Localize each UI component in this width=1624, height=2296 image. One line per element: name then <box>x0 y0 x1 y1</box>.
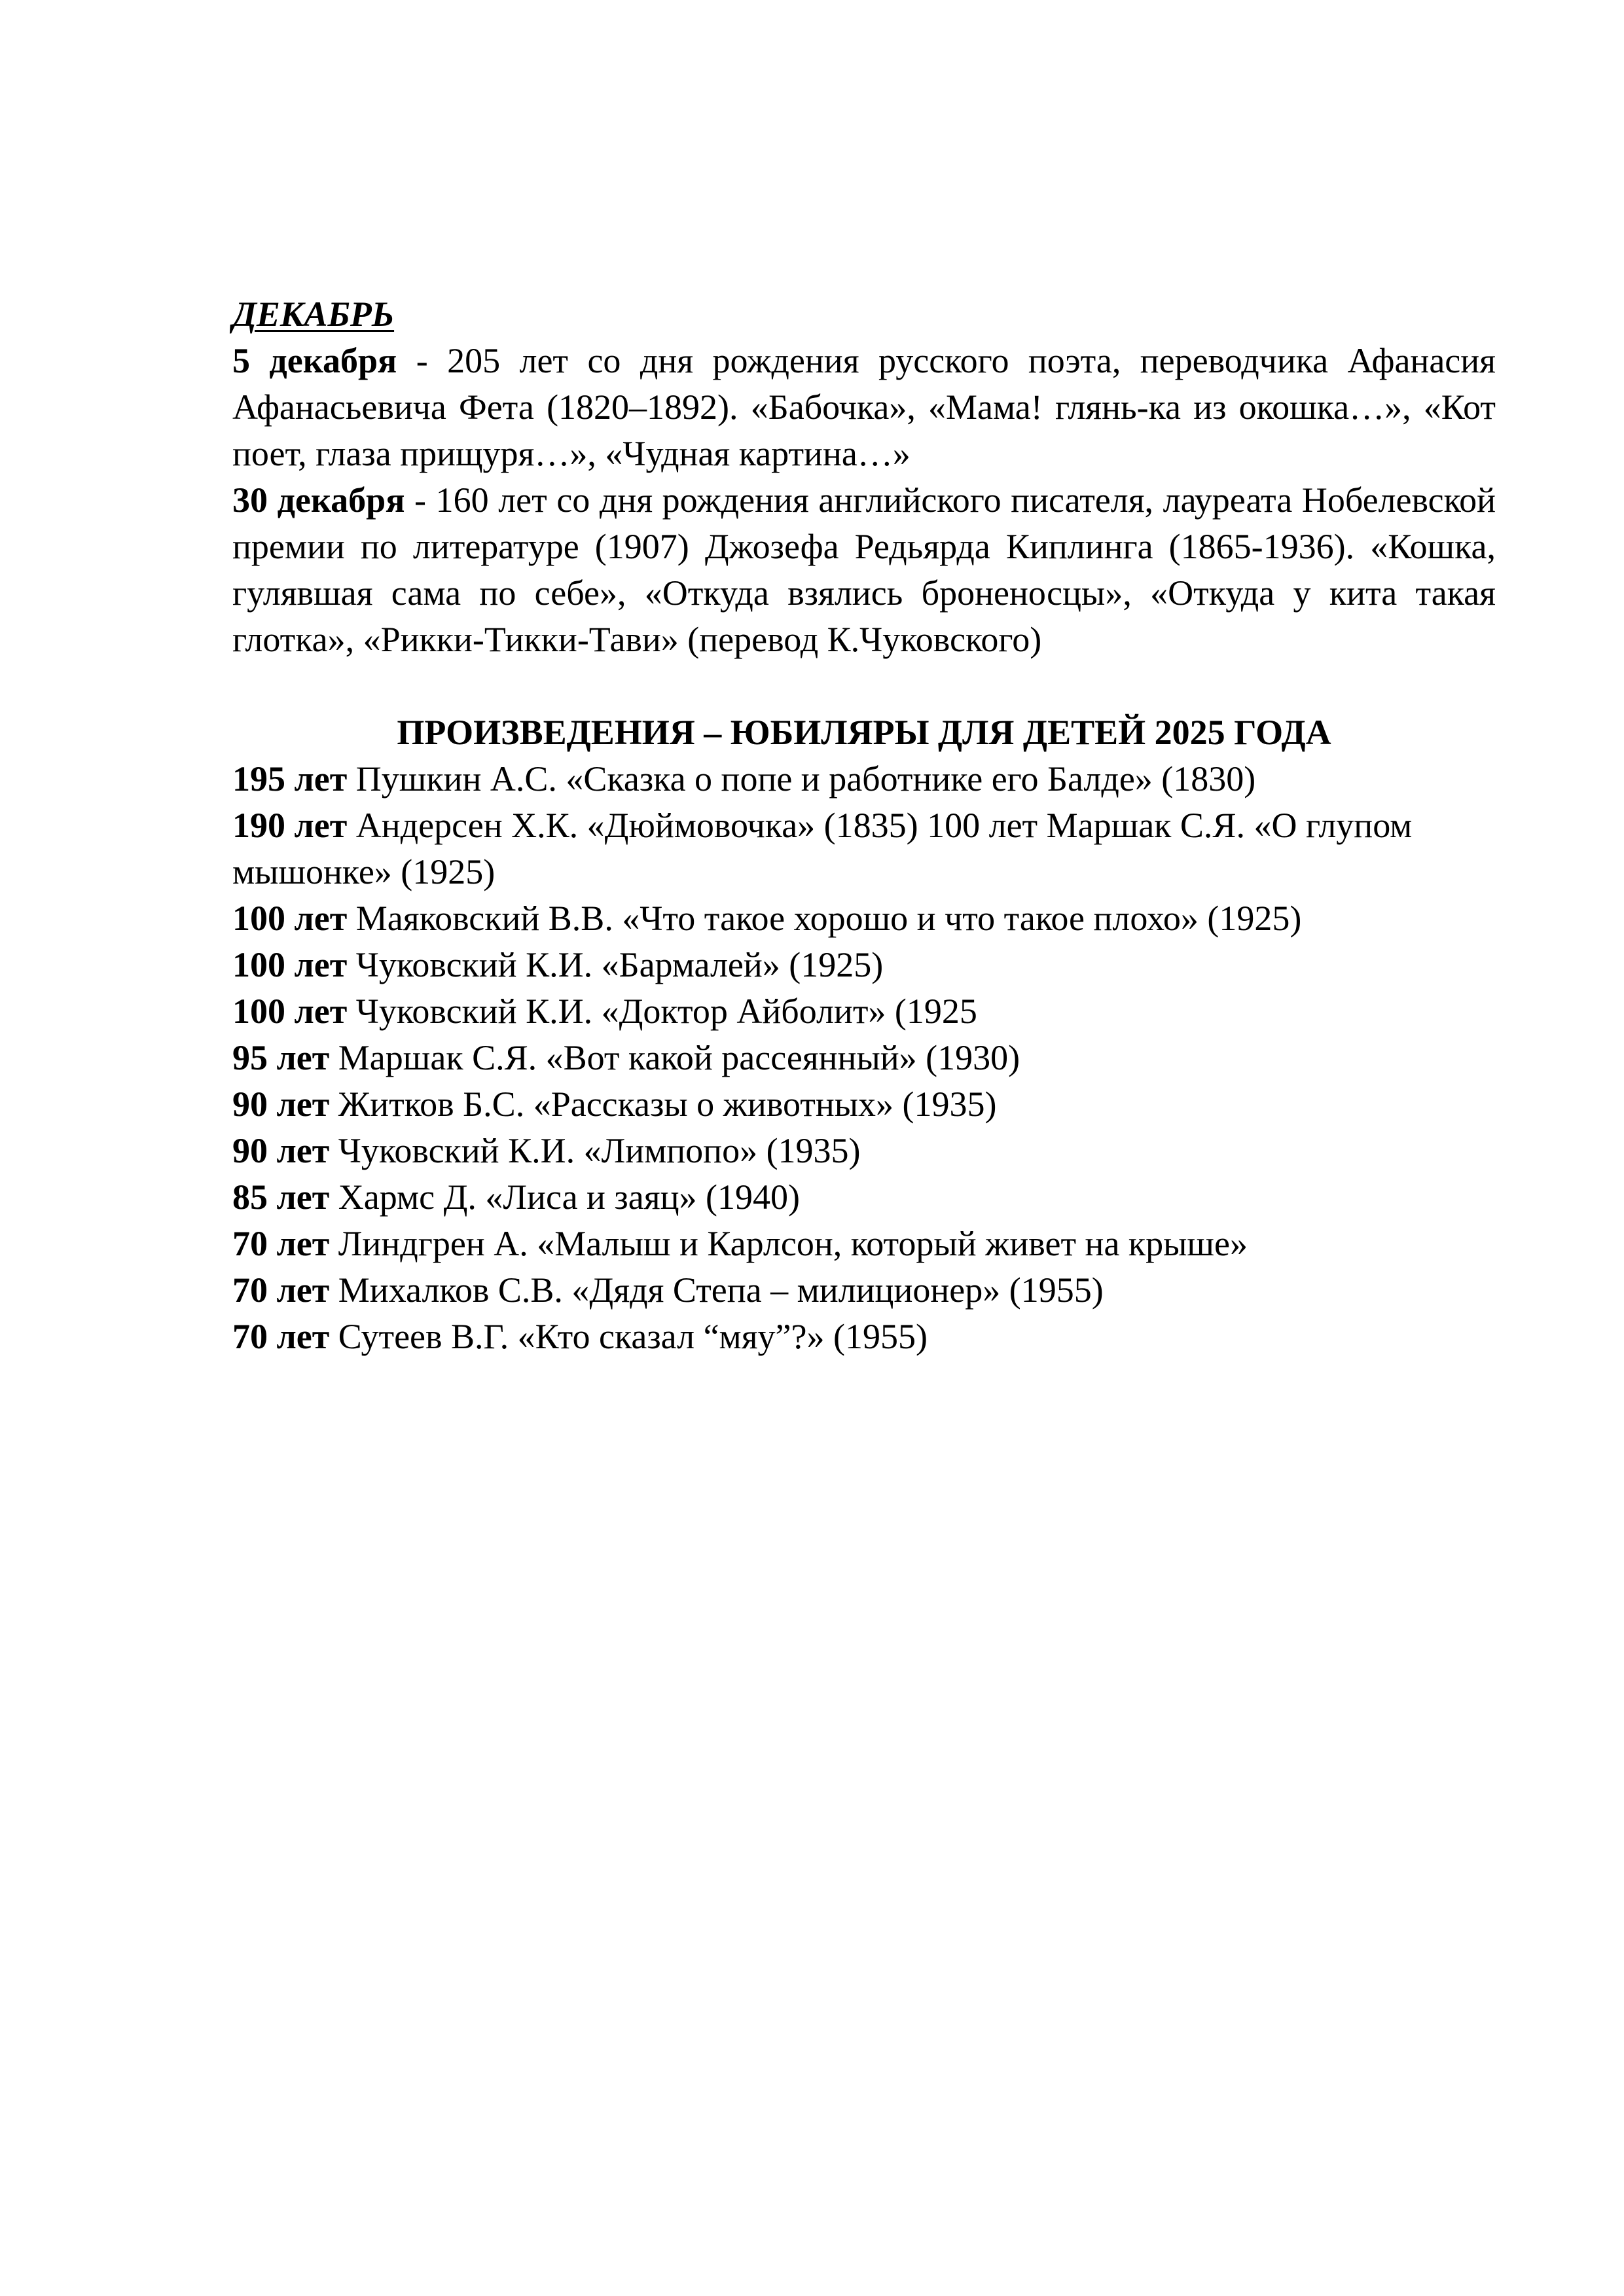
work-years: 70 лет <box>232 1270 330 1310</box>
work-text: Чуковский К.И. «Доктор Айболит» (1925 <box>347 992 977 1031</box>
work-item <box>232 1035 1496 1081</box>
work-item <box>232 895 1496 942</box>
work-item <box>232 1174 1496 1221</box>
work-years: 190 лет <box>232 806 348 845</box>
work-years: 90 лет <box>232 1085 330 1124</box>
entry-date: 30 декабря <box>232 480 405 520</box>
work-text: Михалков С.В. «Дядя Степа – милиционер» (1955) <box>329 1270 1104 1310</box>
entry-date: 5 декабря <box>232 341 397 380</box>
work-item <box>232 942 1496 988</box>
document-page <box>232 291 1496 1360</box>
work-item <box>232 1128 1496 1174</box>
work-text: Маяковский В.В. «Что такое хорошо и что такое плохо» (1925) <box>347 899 1302 938</box>
work-years: 85 лет <box>232 1177 330 1217</box>
work-text: Андерсен Х.К. «Дюймовочка» (1835) 100 лет Маршак С.Я. «О глупом мышонке» (1925) <box>232 806 1413 891</box>
entry-text: - 160 лет со дня рождения английского писателя, лауреата Нобелевской премии по литературе (1907) Джозефа Редьярда Киплинга (1865-1936). «Кошка, гулявшая сама по себе», «Откуда взялись броненосцы», «Откуда у кита такая глотка», «Рикки-Тикки-Тави» (перевод К.Чуковского) <box>232 480 1496 659</box>
work-text: Чуковский К.И. «Бармалей» (1925) <box>347 945 884 984</box>
work-years: 100 лет <box>232 899 348 938</box>
work-text: Хармс Д. «Лиса и заяц» (1940) <box>329 1177 800 1217</box>
work-years: 100 лет <box>232 992 348 1031</box>
entry-text: - 205 лет со дня рождения русского поэта, переводчика Афанасия Афанасьевича Фета (1820–1892). «Бабочка», «Мама! глянь-ка из окошка…», «Кот поет, глаза прищуря…», «Чудная картина…» <box>232 341 1496 473</box>
work-years: 70 лет <box>232 1224 330 1263</box>
work-text: Линдгрен А. «Малыш и Карлсон, который живет на крыше» <box>329 1224 1248 1263</box>
work-item <box>232 802 1496 895</box>
month-heading: ДЕКАБРЬ <box>232 295 395 334</box>
section-spacer <box>232 663 1496 709</box>
work-years: 90 лет <box>232 1131 330 1170</box>
work-years: 70 лет <box>232 1317 330 1356</box>
work-item <box>232 1267 1496 1314</box>
work-text: Сутеев В.Г. «Кто сказал “мяу”?» (1955) <box>329 1317 928 1356</box>
work-item <box>232 756 1496 802</box>
anniversary-entry-fet <box>232 338 1496 477</box>
work-years: 100 лет <box>232 945 348 984</box>
work-text: Пушкин А.С. «Сказка о попе и работнике его Балде» (1830) <box>347 759 1256 798</box>
work-item <box>232 1314 1496 1360</box>
work-text: Чуковский К.И. «Лимпопо» (1935) <box>329 1131 861 1170</box>
work-years: 95 лет <box>232 1038 330 1077</box>
work-text: Маршак С.Я. «Вот какой рассеянный» (1930) <box>329 1038 1020 1077</box>
work-text: Житков Б.С. «Рассказы о животных» (1935) <box>329 1085 997 1124</box>
section-title: ПРОИЗВЕДЕНИЯ – ЮБИЛЯРЫ ДЛЯ ДЕТЕЙ 2025 ГОДА <box>397 713 1331 752</box>
work-item <box>232 1081 1496 1128</box>
work-item <box>232 988 1496 1035</box>
anniversary-entry-kipling <box>232 477 1496 663</box>
work-item <box>232 1221 1496 1267</box>
work-years: 195 лет <box>232 759 348 798</box>
